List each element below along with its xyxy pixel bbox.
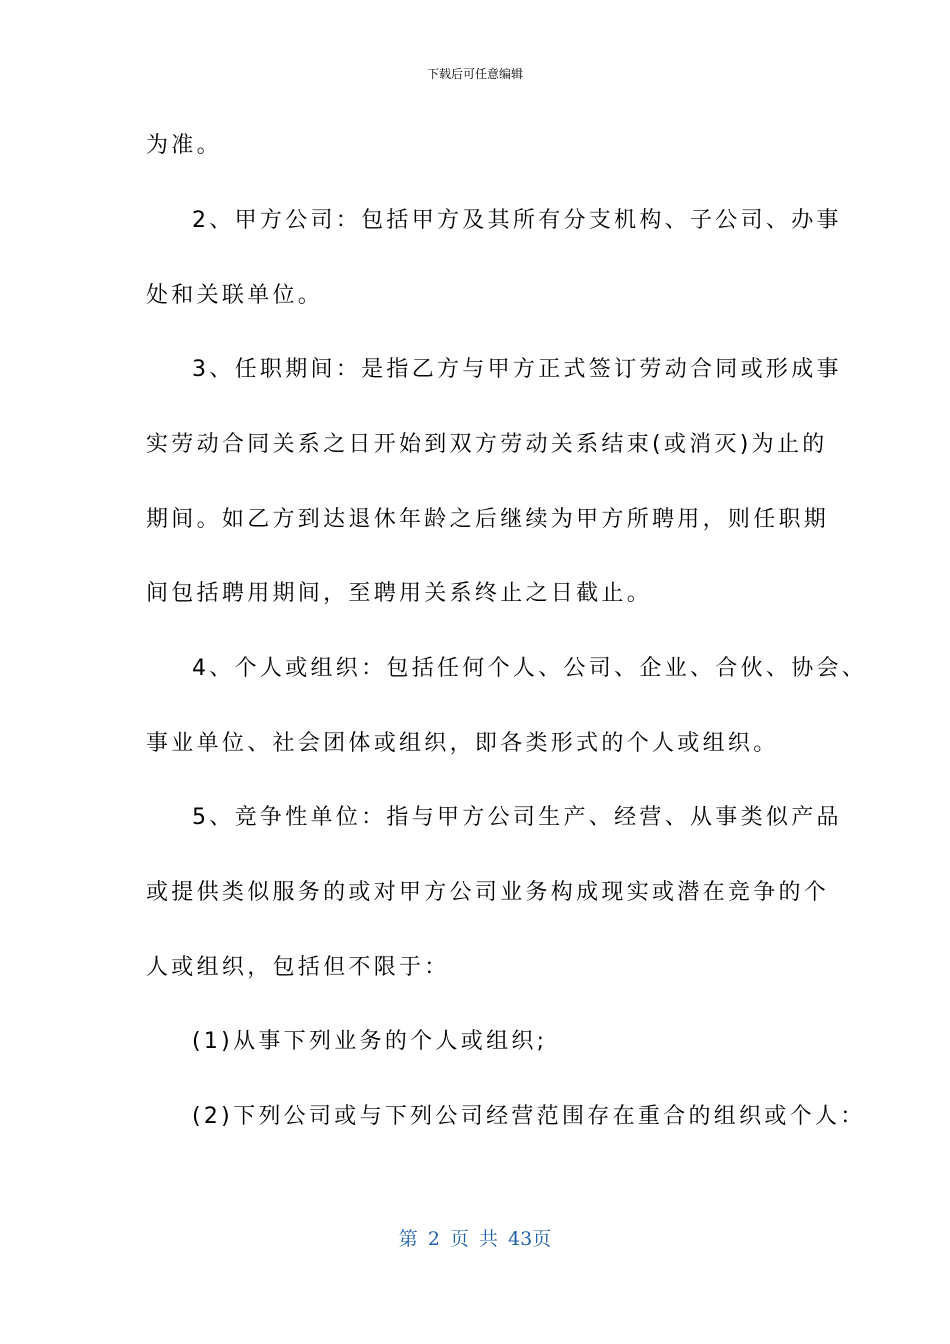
body-line: 5、竞争性单位：指与甲方公司生产、经营、从事类似产品 [192, 805, 842, 830]
body-line: 或提供类似服务的或对甲方公司业务构成现实或潜在竞争的个 [146, 880, 830, 905]
body-line: 实劳动合同关系之日开始到双方劳动关系结束(或消灭)为止的 [146, 432, 828, 457]
body-line: (2)下列公司或与下列公司经营范围存在重合的组织或个人： [192, 1104, 866, 1129]
body-line: 2、甲方公司：包括甲方及其所有分支机构、子公司、办事 [192, 208, 842, 233]
page-number-footer: 第 2 页 共 43页 [398, 1228, 552, 1250]
body-line: 为准。 [146, 133, 222, 158]
body-line: 人或组织，包括但不限于： [146, 955, 450, 980]
body-line: (1)从事下列业务的个人或组织; [192, 1029, 548, 1054]
body-line: 4、个人或组织：包括任何个人、公司、企业、合伙、协会、 [192, 656, 868, 681]
body-line: 事业单位、社会团体或组织，即各类形式的个人或组织。 [146, 731, 779, 756]
body-line: 3、任职期间：是指乙方与甲方正式签订劳动合同或形成事 [192, 357, 842, 382]
page-header: 下载后可任意编辑 [426, 67, 523, 81]
body-line: 处和关联单位。 [146, 283, 324, 308]
body-line: 期间。如乙方到达退休年龄之后继续为甲方所聘用，则任职期 [146, 507, 830, 532]
body-line: 间包括聘用期间，至聘用关系终止之日截止。 [146, 581, 653, 606]
